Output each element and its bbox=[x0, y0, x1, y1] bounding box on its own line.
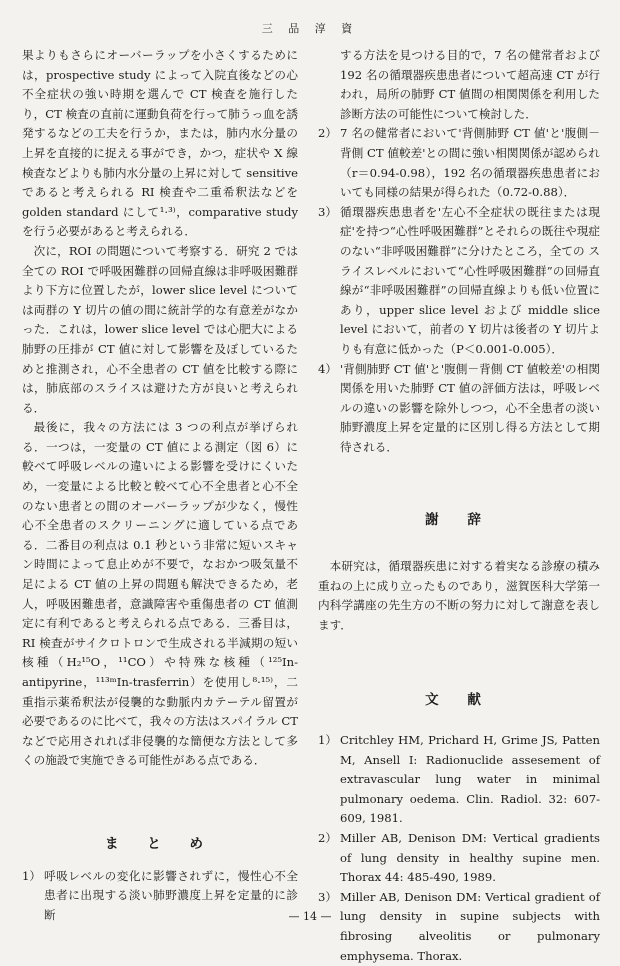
acknowledgment-text: 本研究は，循環器疾患に対する着実なる診療の積み重ねの上に成り立ったものであり，滋賀医科大学第一内科学講座の先生方の不断の努力に対して謝意を表します． bbox=[318, 559, 600, 632]
running-header: 三 品 淳 資 bbox=[261, 22, 359, 35]
summary-item-number: 4） bbox=[318, 361, 337, 376]
reference-number: 1） bbox=[318, 733, 337, 748]
reference-text: Miller AB, Denison DM: Vertical gradients of lung density in healthy supine men. Thorax 44: 485-490, 1989. bbox=[340, 831, 600, 885]
summary-item-text: 循環器疾患患者を'左心不全症状の既往または現症'を持つ“心性呼吸困難群”とそれらの既往や現症のない“非呼吸困難群”に分けたところ，全ての スライスレベルにおいて“心性呼吸困難群”の回帰直線が“非呼吸困難群”の回帰直線よりも低い位置にあり，upper slice level および middle slice level において，前者の Y 切片は後者の Y 切片よりも有意に低かった（P＜0.001-0.005）． bbox=[340, 204, 600, 356]
summary-heading: ま と め bbox=[105, 835, 215, 852]
left-column bbox=[22, 46, 298, 925]
summary-item-number: 2） bbox=[318, 126, 337, 141]
paragraph-roi: 次に，ROI の問題について考察する．研究 2 では全ての ROI で呼吸困難群の回帰直線は非呼吸困難群より下方に位置したが，lower slice level については両群の Y 切片の値の間に統計学的な有意差がなかった．これは，lower slice level では心肥大による肺野の圧排が CT 値に対して影響を及ぼしているためと推測され，心不全患者の CT 値を比較する際には，肺底部のスライスは避けた方が良いと考えられる． bbox=[22, 243, 298, 415]
summary-item-text: 呼吸レベルの変化に影響されずに，慢性心不全患者に出現する淡い肺野濃度上昇を定量的に診断 bbox=[44, 868, 298, 922]
reference-2 bbox=[318, 829, 600, 888]
summary-item-number: 3） bbox=[318, 204, 337, 219]
summary-item-text: '背側肺野 CT 値'と'腹側－背側 CT 値較差'の相関関係を用いた肺野 CT 値の評価方法は，呼吸レベルの違いの影響を除外しつつ，心不全患者の淡い肺野濃度上昇を定量的に区別し得る方法として期待される． bbox=[340, 361, 600, 454]
right-column bbox=[318, 46, 600, 966]
reference-3 bbox=[318, 888, 600, 966]
summary-item-number: 1） bbox=[22, 868, 41, 883]
summary-item-2 bbox=[318, 124, 600, 202]
summary-item-3 bbox=[318, 203, 600, 360]
reference-text: Critchley HM, Prichard H, Grime JS, Patten M, Ansell I: Radionuclide assesement of extravascular lung water in minimal pulmonary oedema. Clin. Radiol. 32: 607-609, 1981. bbox=[340, 733, 600, 826]
paragraph-advantages: 最後に，我々の方法には 3 つの利点が挙げられる．一つは，一変量の CT 値による測定（図 6）に較べて呼吸レベルの違いによる影響を受けにくいため，一変量による比較と較べて心不全患者と心不全のない患者との間のオーバーラップが少なく，慢性心不全患者のスクリーニングに適している点である．二番目の利点は 0.1 秒という非常に短いスキャン時間によって息止めが不要で，なおかつ吸気量不足による CT 値の上昇の問題も解決できるため，老人，呼吸困難患者，意識障害や重傷患者の CT 値測定に有利であると考えられる点である．三番目は，RI 検査がサイクロトロンで生成される半減期の短い核種（H₂¹⁵O，¹¹CO）や特殊な核種（¹²⁵In-antipyrine，¹¹³ᵐIn-trasferrin）を使用し⁸·¹⁵⁾，二重指示薬希釈法が侵襲的な動脈内カテーテル留置が必要であるのに比べて，我々の方法はスパイラル CT などで応用されれば非侵襲的な簡便な方法として多くの施設で実施できる可能性がある点である． bbox=[22, 420, 298, 768]
reference-text: Miller AB, Denison DM: Vertical gradient of lung density in supine subjects with fibrosing alveolitis or pulmonary emphysema. Thorax. bbox=[340, 889, 600, 963]
references-heading: 文 献 bbox=[425, 692, 493, 709]
acknowledgment-heading: 謝 辞 bbox=[425, 512, 493, 529]
paragraph-continuation: 果よりもさらにオーバーラップを小さくするためには，prospective study によって入院直後などの心不全症状の強い時期を選んで CT 検査を施行したり，CT 検査の直前に運動負荷を行って肺うっ血を誘発するなどの工夫を行うか，または，肺内水分量の上昇を直接的に捉える事ができ，かつ，症状や X 線検査などよりも肺内水分量の上昇に対して sensitive であると考えられる RI 検査や二重希釈法などを golden standard にして¹·³⁾，comparative study を行う必要があると考えられる． bbox=[22, 48, 298, 239]
reference-1 bbox=[318, 731, 600, 829]
page-number: — 14 — bbox=[288, 910, 332, 923]
summary-item-text: 7 名の健常者において'背側肺野 CT 値'と'腹側－背側 CT 値較差'との間に強い相関関係が認められ（r＝0.94-0.98），192 名の循環器疾患患者においても同様の結果が得られた（0.72-0.88）． bbox=[340, 126, 600, 200]
reference-number: 2） bbox=[318, 831, 337, 845]
summary-item-1-continuation: する方法を見つける目的で，7 名の健常者および 192 名の循環器疾患患者について超高速 CT が行われ，局所の肺野 CT 値間の相関関係を利用した診断方法の可能性について検討した． bbox=[340, 48, 600, 121]
summary-item-4 bbox=[318, 360, 600, 458]
reference-number: 3） bbox=[318, 889, 337, 904]
